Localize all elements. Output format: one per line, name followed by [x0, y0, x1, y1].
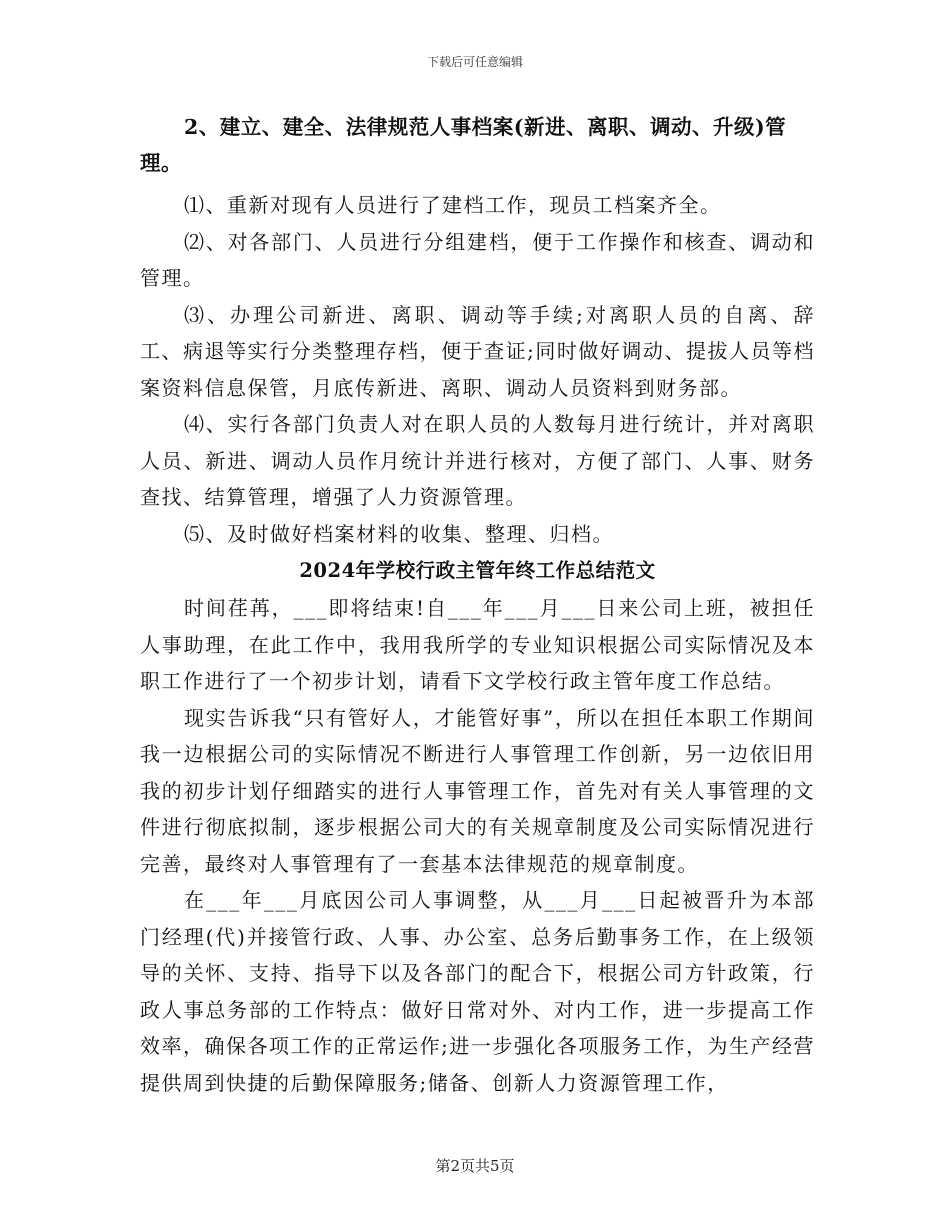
- list-item-2: ⑵、对各部门、人员进行分组建档，便于工作操作和核查、调动和管理。: [140, 229, 815, 290]
- list-item-5: ⑸、及时做好档案材料的收集、整理、归档。: [184, 521, 614, 546]
- section-heading: 2、建立、建全、法律规范人事档案(新进、离职、调动、升级)管理。: [140, 115, 787, 175]
- page-number: 第2页共5页: [435, 1157, 515, 1175]
- list-item-1: ⑴、重新对现有人员进行了建档工作，现员工档案齐全。: [184, 193, 722, 217]
- list-item-4: ⑷、实行各部门负责人对在职人员的人数每月进行统计，并对离职人员、新进、调动人员作月统计并进行核对，方便了部门、人事、财务查找、结算管理，增强了人力资源管理。: [140, 412, 815, 509]
- document-body: [140, 109, 815, 1101]
- article-paragraph-3: 在___年___月底因公司人事调整，从___月___日起被晋升为本部门经理(代)并接管行政、人事、办公室、总务后勤事务工作，在上级领导的关怀、支持、指导下以及各部门的配合下，根据公司方针政策，行政人事总务部的工作特点：做好日常对外、对内工作，进一步提高工作效率，确保各项工作的正常运作;进一步强化各项服务工作，为生产经营提供周到快捷的后勤保障服务;储备、创新人力资源管理工作，: [140, 888, 815, 1095]
- article-title: 2024年学校行政主管年终工作总结范文: [299, 559, 656, 582]
- page-header-note: 下载后可任意编辑: [426, 55, 523, 69]
- article-paragraph-2: 现实告诉我“只有管好人，才能管好事”，所以在担任本职工作期间我一边根据公司的实际情况不断进行人事管理工作创新，另一边依旧用我的初步计划仔细踏实的进行人事管理工作，首先对有关人事管理的文件进行彻底拟制，逐步根据公司大的有关规章制度及公司实际情况进行完善，最终对人事管理有了一套基本法律规范的规章制度。: [140, 705, 815, 876]
- list-item-3: ⑶、办理公司新进、离职、调动等手续;对离职人员的自离、辞工、病退等实行分类整理存档，便于查证;同时做好调动、提拔人员等档案资料信息保管，月底传新进、离职、调动人员资料到财务部。: [140, 302, 815, 400]
- article-paragraph-1: 时间荏苒，___即将结束!自___年___月___日来公司上班，被担任人事助理，在此工作中，我用我所学的专业知识根据公司实际情况及本职工作进行了一个初步计划，请看下文学校行政主管年度工作总结。: [140, 596, 815, 693]
